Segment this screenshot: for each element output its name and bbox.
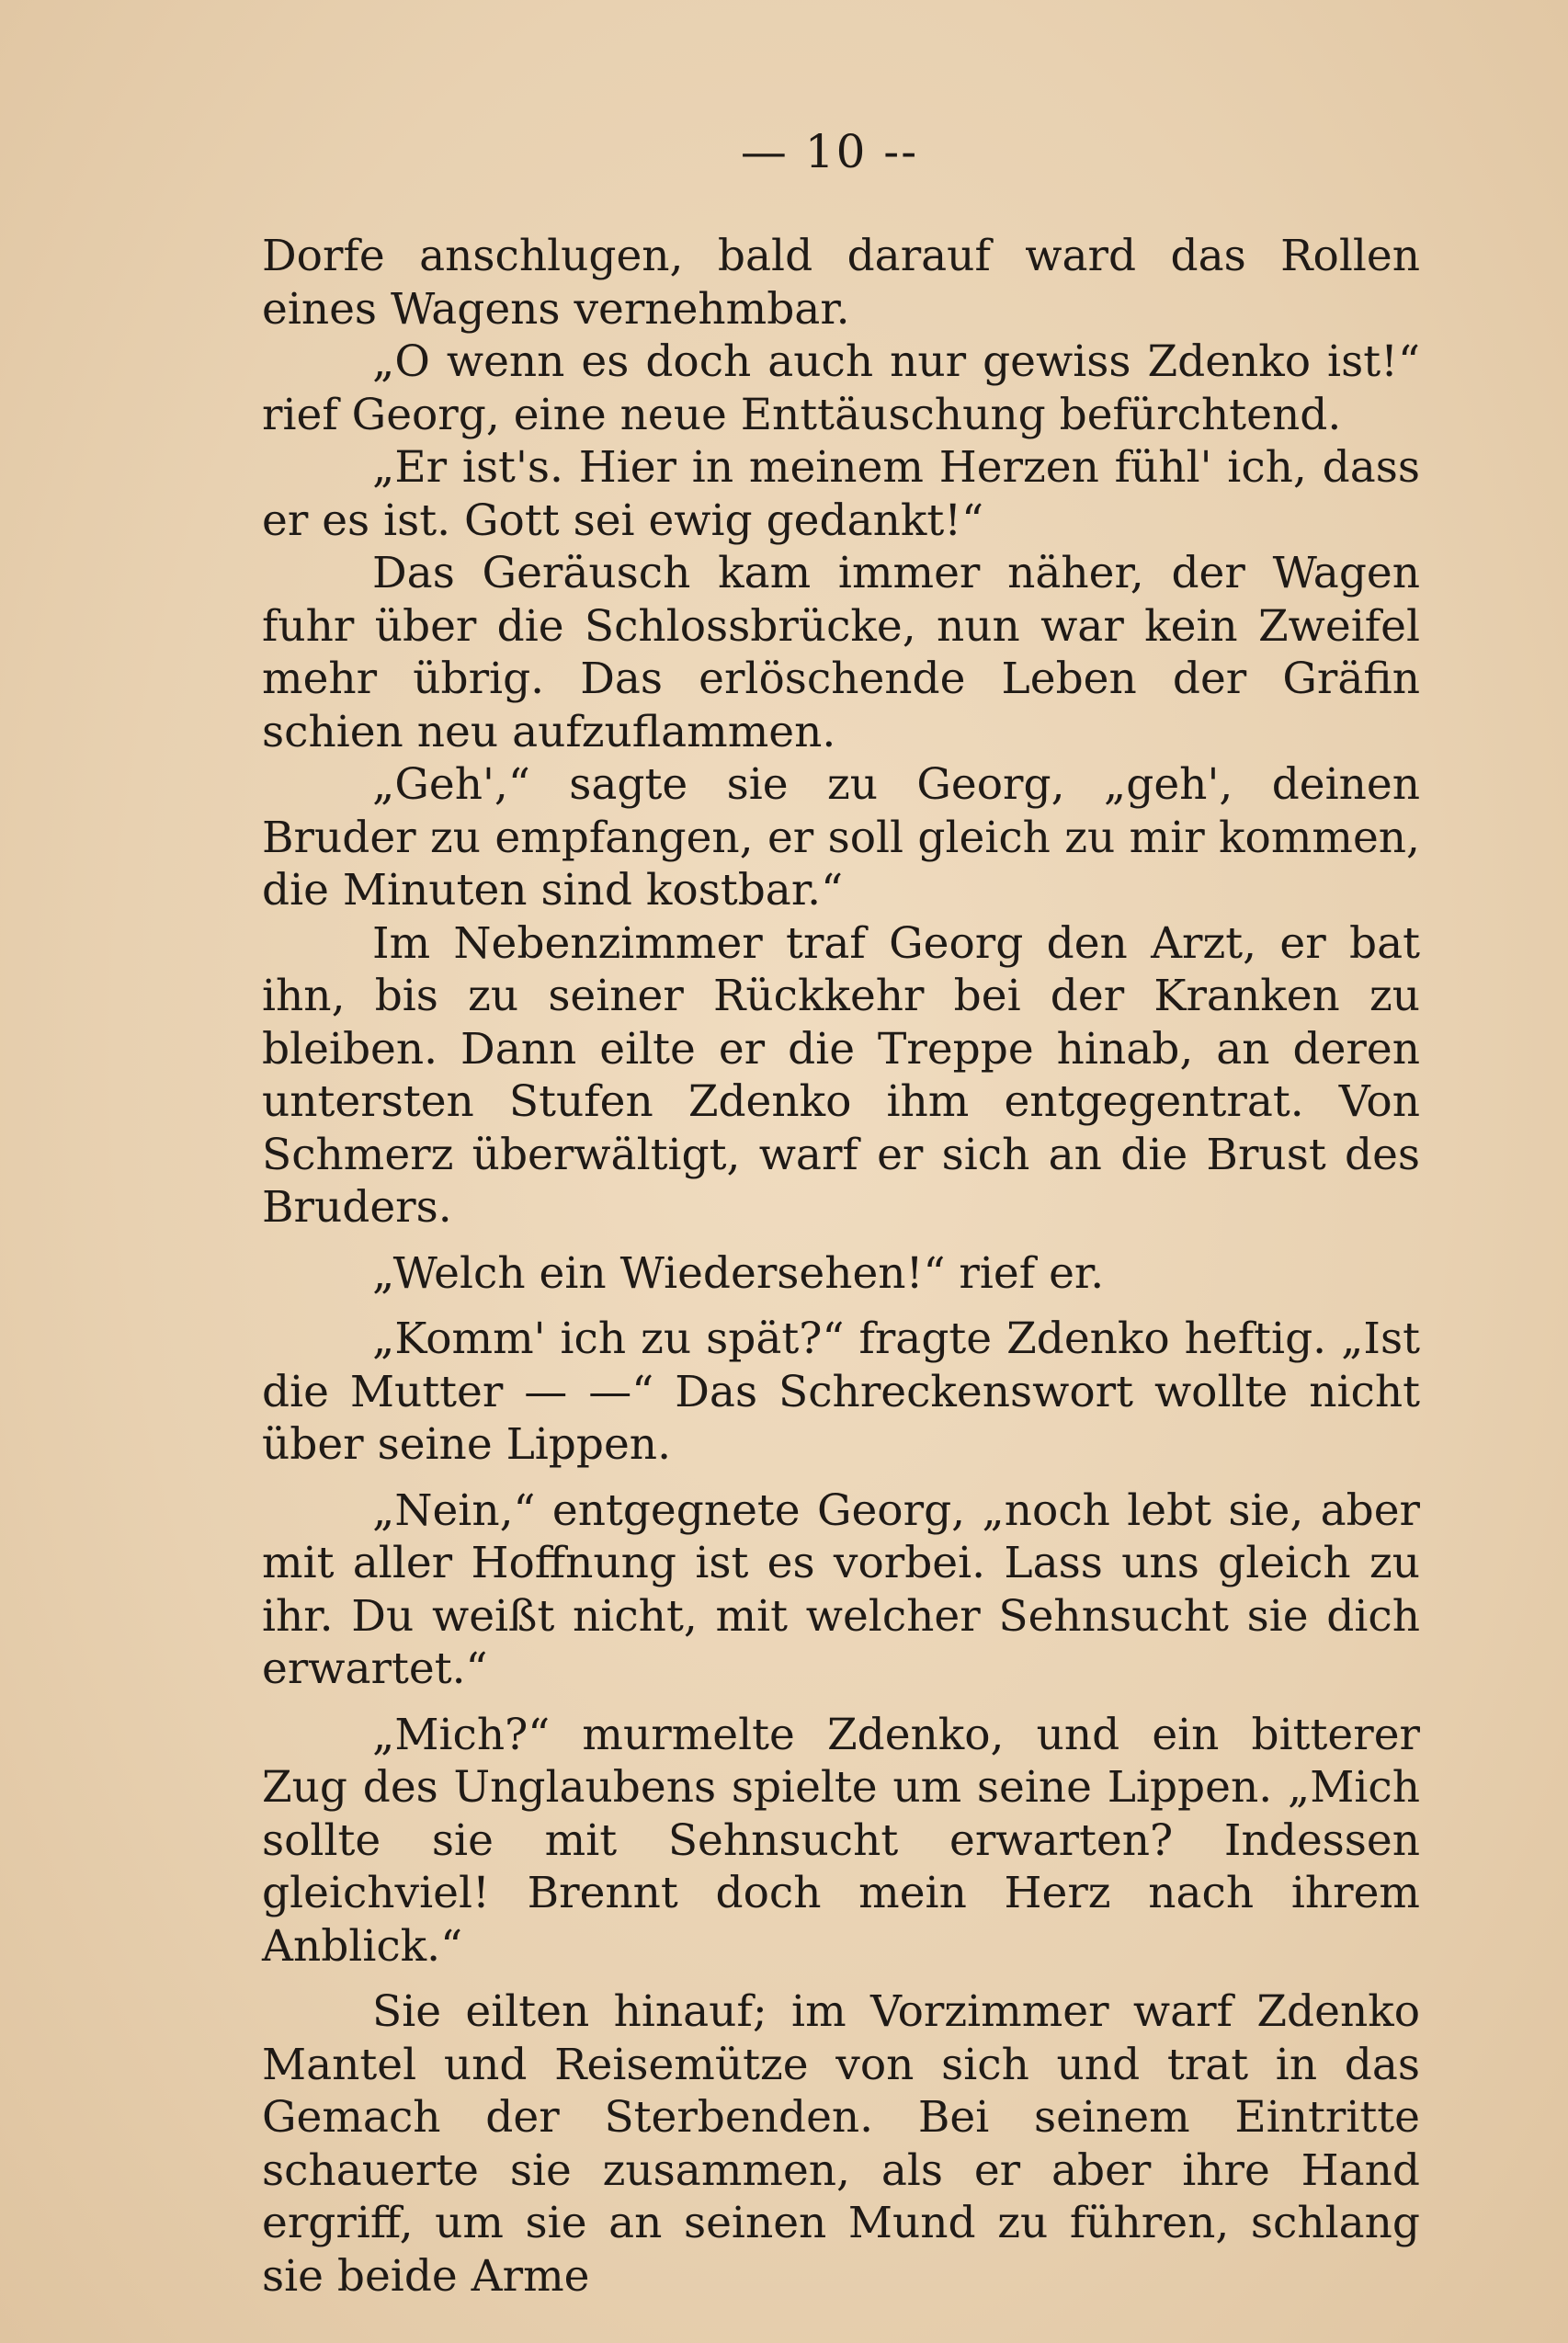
paragraph: Das Geräusch kam immer näher, der Wagen fuhr über die Schlossbrücke, nun war kein Zweifel mehr übrig. Das erlöschende Leben der Gräfin schien neu aufzuflammen.	[262, 548, 1420, 757]
paragraph: Sie eilten hinauf; im Vorzimmer warf Zdenko Mantel und Reisemütze von sich und trat in das Gemach der Sterbenden. Bei seinem Eintritte schauerte sie zusammen, als er aber ihre Hand ergriff, um sie an seinen Mund zu führen, schlang sie beide Arme	[262, 1986, 1420, 2302]
page-number: — 10 --	[740, 125, 919, 178]
paragraph: „O wenn es doch auch nur gewiss Zdenko ist!“ rief Georg, eine neue Enttäuschung befürchtend.	[262, 336, 1420, 440]
book-page	[262, 110, 1420, 2303]
paragraph: Im Nebenzimmer traf Georg den Arzt, er bat ihn, bis zu seiner Rückkehr bei der Kranken zu bleiben. Dann eilte er die Treppe hinab, an deren untersten Stufen Zdenko ihm entgegentrat. Von Schmerz überwältigt, warf er sich an die Brust des Bruders.	[262, 917, 1420, 1233]
paragraph: „Geh',“ sagte sie zu Georg, „geh', deinen Bruder zu empfangen, er soll gleich zu mir kommen, die Minuten sind kostbar.“	[262, 759, 1420, 916]
body-text	[262, 230, 1420, 2303]
paragraph: „Er ist's. Hier in meinem Herzen fühl' ich, dass er es ist. Gott sei ewig gedankt!“	[262, 442, 1420, 546]
paragraph: „Welch ein Wiedersehen!“ rief er.	[372, 1247, 1105, 1299]
paragraph: „Nein,“ entgegnete Georg, „noch lebt sie, aber mit aller Hoffnung ist es vorbei. Lass uns gleich zu ihr. Du weißt nicht, mit welcher Sehnsucht sie dich erwartet.“	[262, 1484, 1420, 1694]
paragraph: „Komm' ich zu spät?“ fragte Zdenko heftig. „Ist die Mutter — —“ Das Schreckenswort wollte nicht über seine Lippen.	[262, 1314, 1420, 1470]
paragraph: „Mich?“ murmelte Zdenko, und ein bitterer Zug des Unglaubens spielte um seine Lippen. „Mich sollte sie mit Sehnsucht erwarten? Indessen gleichviel! Brennt doch mein Herz nach ihrem Anblick.“	[262, 1709, 1420, 1972]
paragraph: Dorfe anschlugen, bald darauf ward das Rollen eines Wagens vernehmbar.	[262, 231, 1420, 335]
